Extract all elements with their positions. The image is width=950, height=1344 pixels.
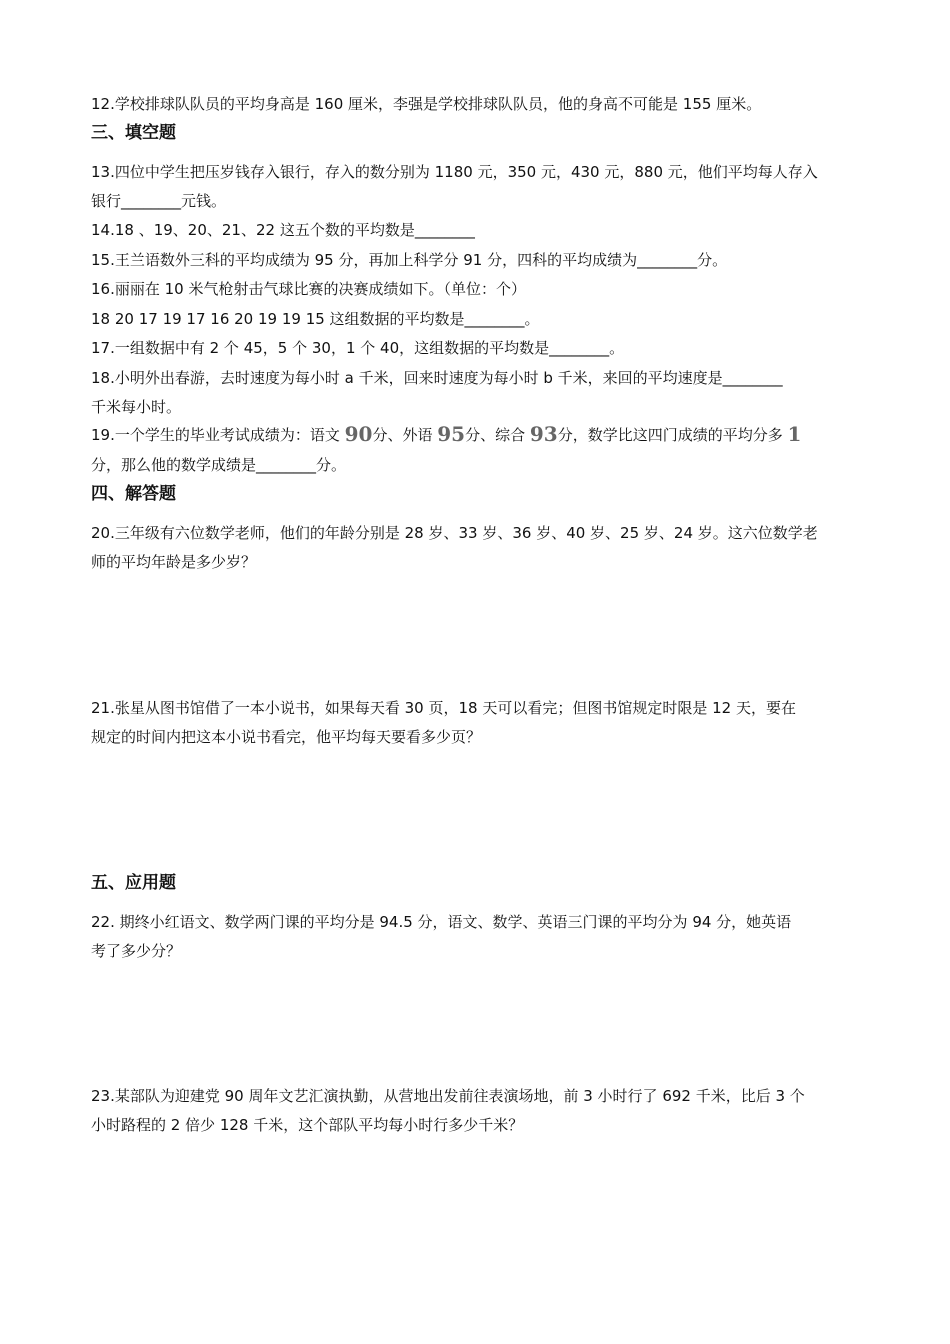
q19-extra-points: 1 — [787, 422, 802, 446]
question-15: 15.王兰语数外三科的平均成绩为 95 分，再加上科学分 91 分，四科的平均成绩为________分。 — [91, 251, 728, 269]
q19-foreign-score: 95 — [437, 422, 466, 446]
question-20-line-1: 20.三年级有六位数学老师，他们的年龄分别是 28 岁、33 岁、36 岁、40 岁、25 岁、24 岁。这六位数学老 — [91, 524, 818, 542]
question-16-line-1: 16.丽丽在 10 米气枪射击气球比赛的决赛成绩如下。（单位：个） — [91, 280, 526, 298]
question-17: 17.一组数据中有 2 个 45，5 个 30，1 个 40，这组数据的平均数是________。 — [91, 339, 625, 357]
question-19-line-1 — [91, 424, 801, 445]
question-19-line-2: 分，那么他的数学成绩是________分。 — [91, 456, 347, 474]
q19-chinese-score: 90 — [344, 422, 373, 446]
q19-text-4: 分，数学比这四门成绩的平均分多 — [557, 426, 788, 444]
section-heading-solve: 四、解答题 — [91, 484, 176, 504]
q19-combined-score: 93 — [529, 422, 558, 446]
question-23-line-2: 小时路程的 2 倍少 128 千米，这个部队平均每小时行多少千米？ — [91, 1116, 524, 1134]
question-13-line-2: 银行________元钱。 — [91, 192, 227, 210]
question-21-line-1: 21.张星从图书馆借了一本小说书，如果每天看 30 页，18 天可以看完；但图书馆规定时限是 12 天，要在 — [91, 699, 796, 717]
question-13-line-1: 13.四位中学生把压岁钱存入银行，存入的数分别为 1180 元，350 元，430 元，880 元，他们平均每人存入 — [91, 163, 818, 181]
q19-text-2: 分、外语 — [372, 426, 438, 444]
question-12: 12.学校排球队队员的平均身高是 160 厘米，李强是学校排球队队员，他的身高不可能是 155 厘米。 — [91, 95, 762, 113]
q19-text-3: 分、综合 — [465, 426, 530, 444]
question-14: 14.18 、19、20、21、22 这五个数的平均数是________ — [91, 221, 475, 239]
question-18-line-1: 18.小明外出春游，去时速度为每小时 a 千米，回来时速度为每小时 b 千米，来回的平均速度是________ — [91, 369, 783, 387]
question-16-line-2: 18 20 17 19 17 16 20 19 19 15 这组数据的平均数是________。 — [91, 310, 540, 328]
question-22-line-2: 考了多少分？ — [91, 942, 182, 960]
question-22-line-1: 22. 期终小红语文、数学两门课的平均分是 94.5 分，语文、数学、英语三门课的平均分为 94 分，她英语 — [91, 913, 792, 931]
section-heading-fill-in: 三、填空题 — [91, 123, 176, 143]
q19-text-1: 19.一个学生的毕业考试成绩为：语文 — [91, 426, 345, 444]
question-21-line-2: 规定的时间内把这本小说书看完，他平均每天要看多少页？ — [91, 728, 482, 746]
question-20-line-2: 师的平均年龄是多少岁？ — [91, 553, 257, 571]
section-heading-application: 五、应用题 — [91, 873, 176, 893]
question-23-line-1: 23.某部队为迎建党 90 周年文艺汇演执勤，从营地出发前往表演场地，前 3 小时行了 692 千米，比后 3 个 — [91, 1087, 805, 1105]
question-18-line-2: 千米每小时。 — [91, 398, 182, 416]
